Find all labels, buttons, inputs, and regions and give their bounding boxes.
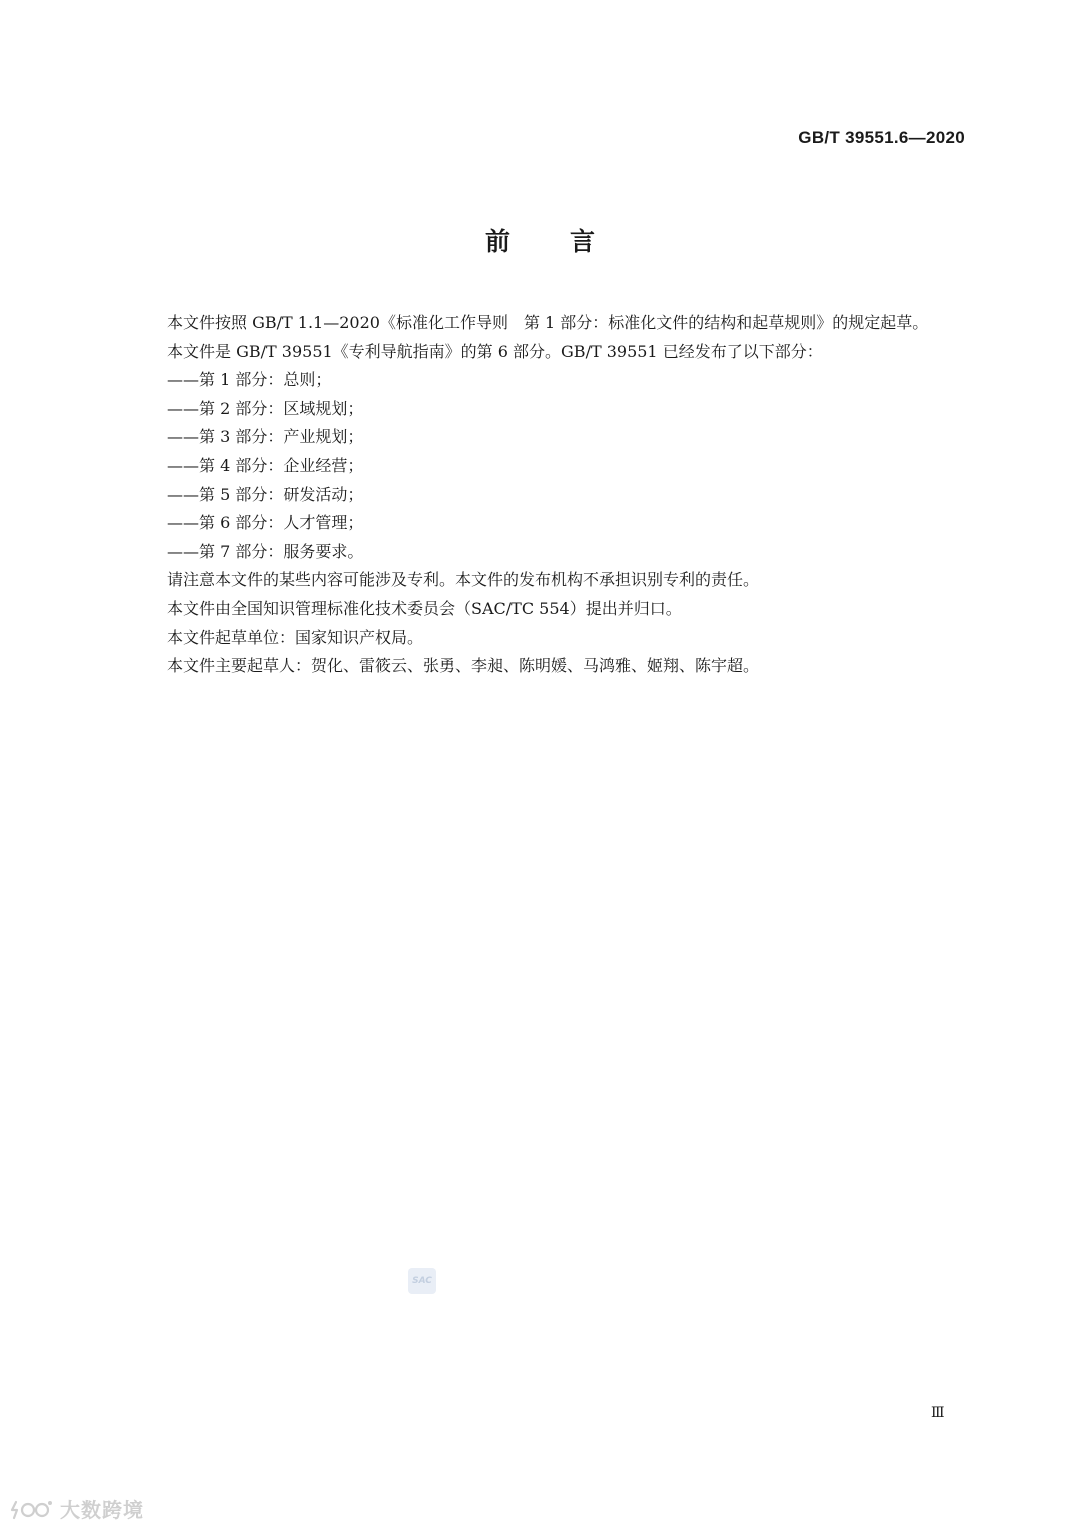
parts-list	[130, 366, 966, 566]
page-title: 前言	[484, 227, 655, 256]
paragraph-drafters: 本文件主要起草人：贺化、雷筱云、张勇、李昶、陈明媛、马鸿雅、姬翔、陈宇超。	[167, 656, 760, 676]
list-item: ——第 4 部分：企业经营；	[167, 455, 364, 475]
paragraph-structure-basis: 本文件按照 GB/T 1.1—2020《标准化工作导则 第 1 部分：标准化文件的结构和起草规则》的规定起草。	[167, 313, 929, 332]
document-body	[130, 309, 966, 681]
sac-watermark: SAC	[408, 1268, 436, 1294]
list-item: ——第 3 部分：产业规划；	[167, 427, 364, 447]
standard-code: GB/T 39551.6—2020	[798, 128, 965, 147]
paragraph-patent-notice: 请注意本文件的某些内容可能涉及专利。本文件的发布机构不承担识别专利的责任。	[167, 570, 760, 590]
brand-logo-icon	[10, 1498, 54, 1520]
paragraph-series-intro: 本文件是 GB/T 39551《专利导航指南》的第 6 部分。GB/T 39551 已经发布了以下部分：	[167, 341, 823, 361]
paragraph-proposer: 本文件由全国知识管理标准化技术委员会（SAC/TC 554）提出并归口。	[167, 598, 682, 618]
list-item: ——第 5 部分：研发活动；	[167, 484, 364, 504]
list-item: ——第 6 部分：人才管理；	[167, 513, 364, 533]
page-number: Ⅲ	[931, 1405, 945, 1421]
brand-watermark	[10, 1494, 144, 1523]
paragraph-drafting-unit: 本文件起草单位：国家知识产权局。	[167, 627, 424, 647]
list-item: ——第 2 部分：区域规划；	[167, 398, 364, 418]
list-item: ——第 7 部分：服务要求。	[167, 541, 364, 561]
list-item: ——第 1 部分：总则；	[167, 370, 332, 390]
brand-name: 大数跨境	[60, 1498, 144, 1522]
